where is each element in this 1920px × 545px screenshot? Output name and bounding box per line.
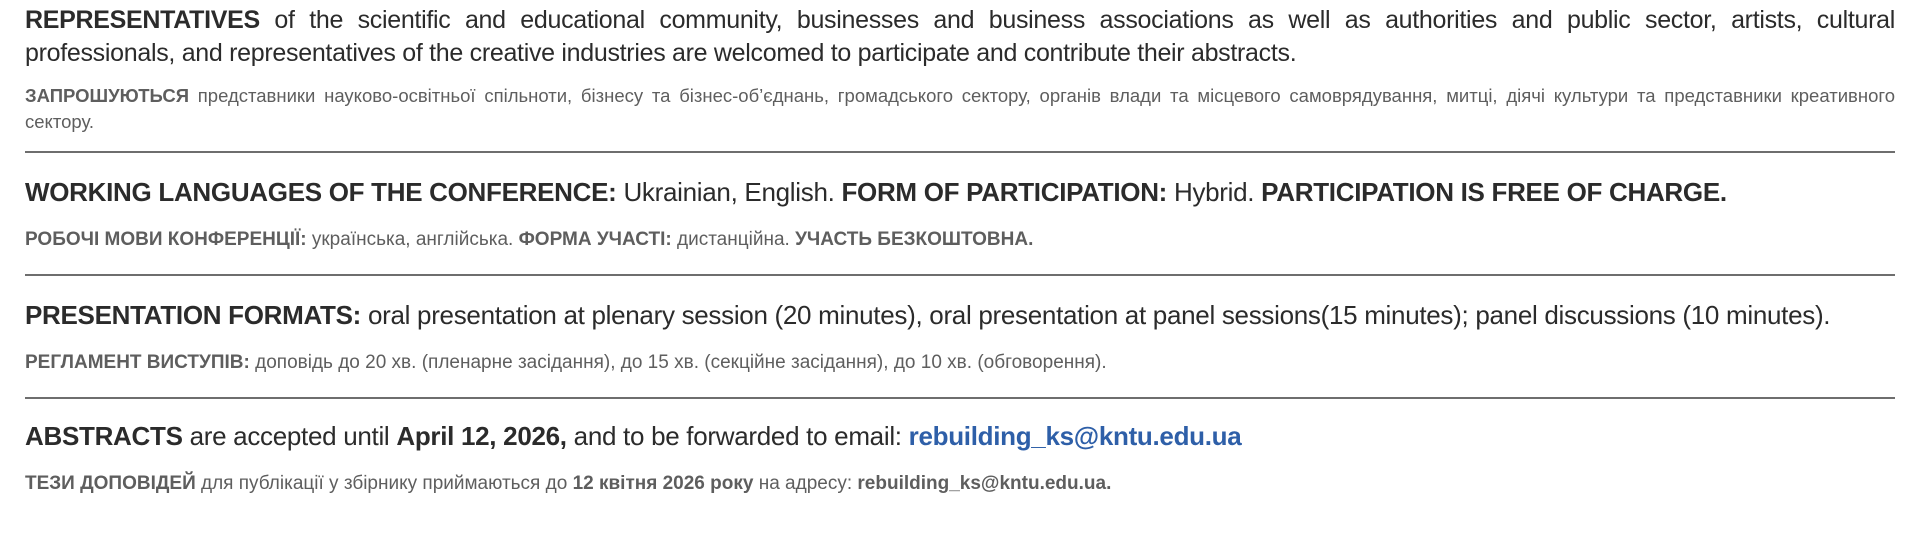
abstracts-en-date: April 12, 2026, [396, 421, 567, 451]
abstracts-ua-text1: для публікації у збірнику приймаються до [195, 473, 573, 494]
free-en-label: PARTICIPATION IS FREE OF CHARGE. [1261, 177, 1727, 207]
languages-ua-value: українська, англійська. [306, 229, 519, 250]
languages-ua-label: РОБОЧІ МОВИ КОНФЕРЕНЦІЇ: [25, 229, 307, 250]
abstracts-ua [25, 472, 1895, 496]
participants-en [25, 4, 1895, 70]
participants-en-text: of the scientific and educational community, businesses and business associations as well as authorities and public sector, artists, cultural professionals, and representatives of the creative industries are welcomed to participate and contribute their abstracts. [25, 6, 1895, 67]
form-ua-label: ФОРМА УЧАСТІ: [518, 229, 672, 250]
participants-ua [25, 83, 1895, 135]
form-ua-value: дистанційна. [671, 229, 796, 250]
formats-ua [25, 351, 1895, 375]
languages-en-label: WORKING LANGUAGES OF THE CONFERENCE: [25, 177, 617, 207]
languages-en-value: Ukrainian, English. [616, 177, 842, 207]
abstracts-en-text2: and to be forwarded to email: [566, 421, 909, 451]
languages-en [25, 177, 1895, 207]
abstracts-ua-date: 12 квітня 2026 року [572, 473, 754, 494]
formats-en [25, 300, 1895, 330]
languages-section [25, 153, 1895, 276]
participants-en-lead: REPRESENTATIVES [25, 6, 260, 34]
participants-ua-lead: ЗАПРОШУЮТЬСЯ [25, 85, 189, 106]
abstracts-ua-text2: на адресу: [753, 473, 858, 494]
abstracts-ua-email: rebuilding_ks@kntu.edu.ua. [857, 473, 1112, 494]
form-en-value: Hybrid. [1167, 177, 1262, 207]
email-link[interactable]: rebuilding_ks@kntu.edu.ua [908, 421, 1242, 451]
formats-en-label: PRESENTATION FORMATS: [25, 300, 362, 330]
free-ua-label: УЧАСТЬ БЕЗКОШТОВНА. [795, 229, 1034, 250]
formats-section [25, 276, 1895, 399]
abstracts-en-lead: ABSTRACTS [25, 421, 183, 451]
abstracts-en [25, 421, 1895, 451]
formats-en-text: oral presentation at plenary session (20 minutes), oral presentation at panel sessions(15 minutes); panel discussions (10 minutes). [361, 300, 1831, 330]
participants-section [25, 0, 1895, 153]
abstracts-section [25, 399, 1895, 518]
formats-ua-text: доповідь до 20 хв. (пленарне засідання), до 15 хв. (секційне засідання), до 10 хв. (обговорення). [249, 352, 1107, 373]
participants-ua-text: представники науково-освітньої спільноти, бізнесу та бізнес-об’єднань, громадського сектору, органів влади та місцевого самоврядування, митці, діячі культури та представники креативного сектору. [25, 85, 1895, 132]
abstracts-ua-lead: ТЕЗИ ДОПОВІДЕЙ [25, 473, 196, 494]
formats-ua-label: РЕГЛАМЕНТ ВИСТУПІВ: [25, 352, 250, 373]
form-en-label: FORM OF PARTICIPATION: [841, 177, 1168, 207]
languages-ua [25, 228, 1895, 252]
abstracts-en-text1: are accepted until [182, 421, 397, 451]
